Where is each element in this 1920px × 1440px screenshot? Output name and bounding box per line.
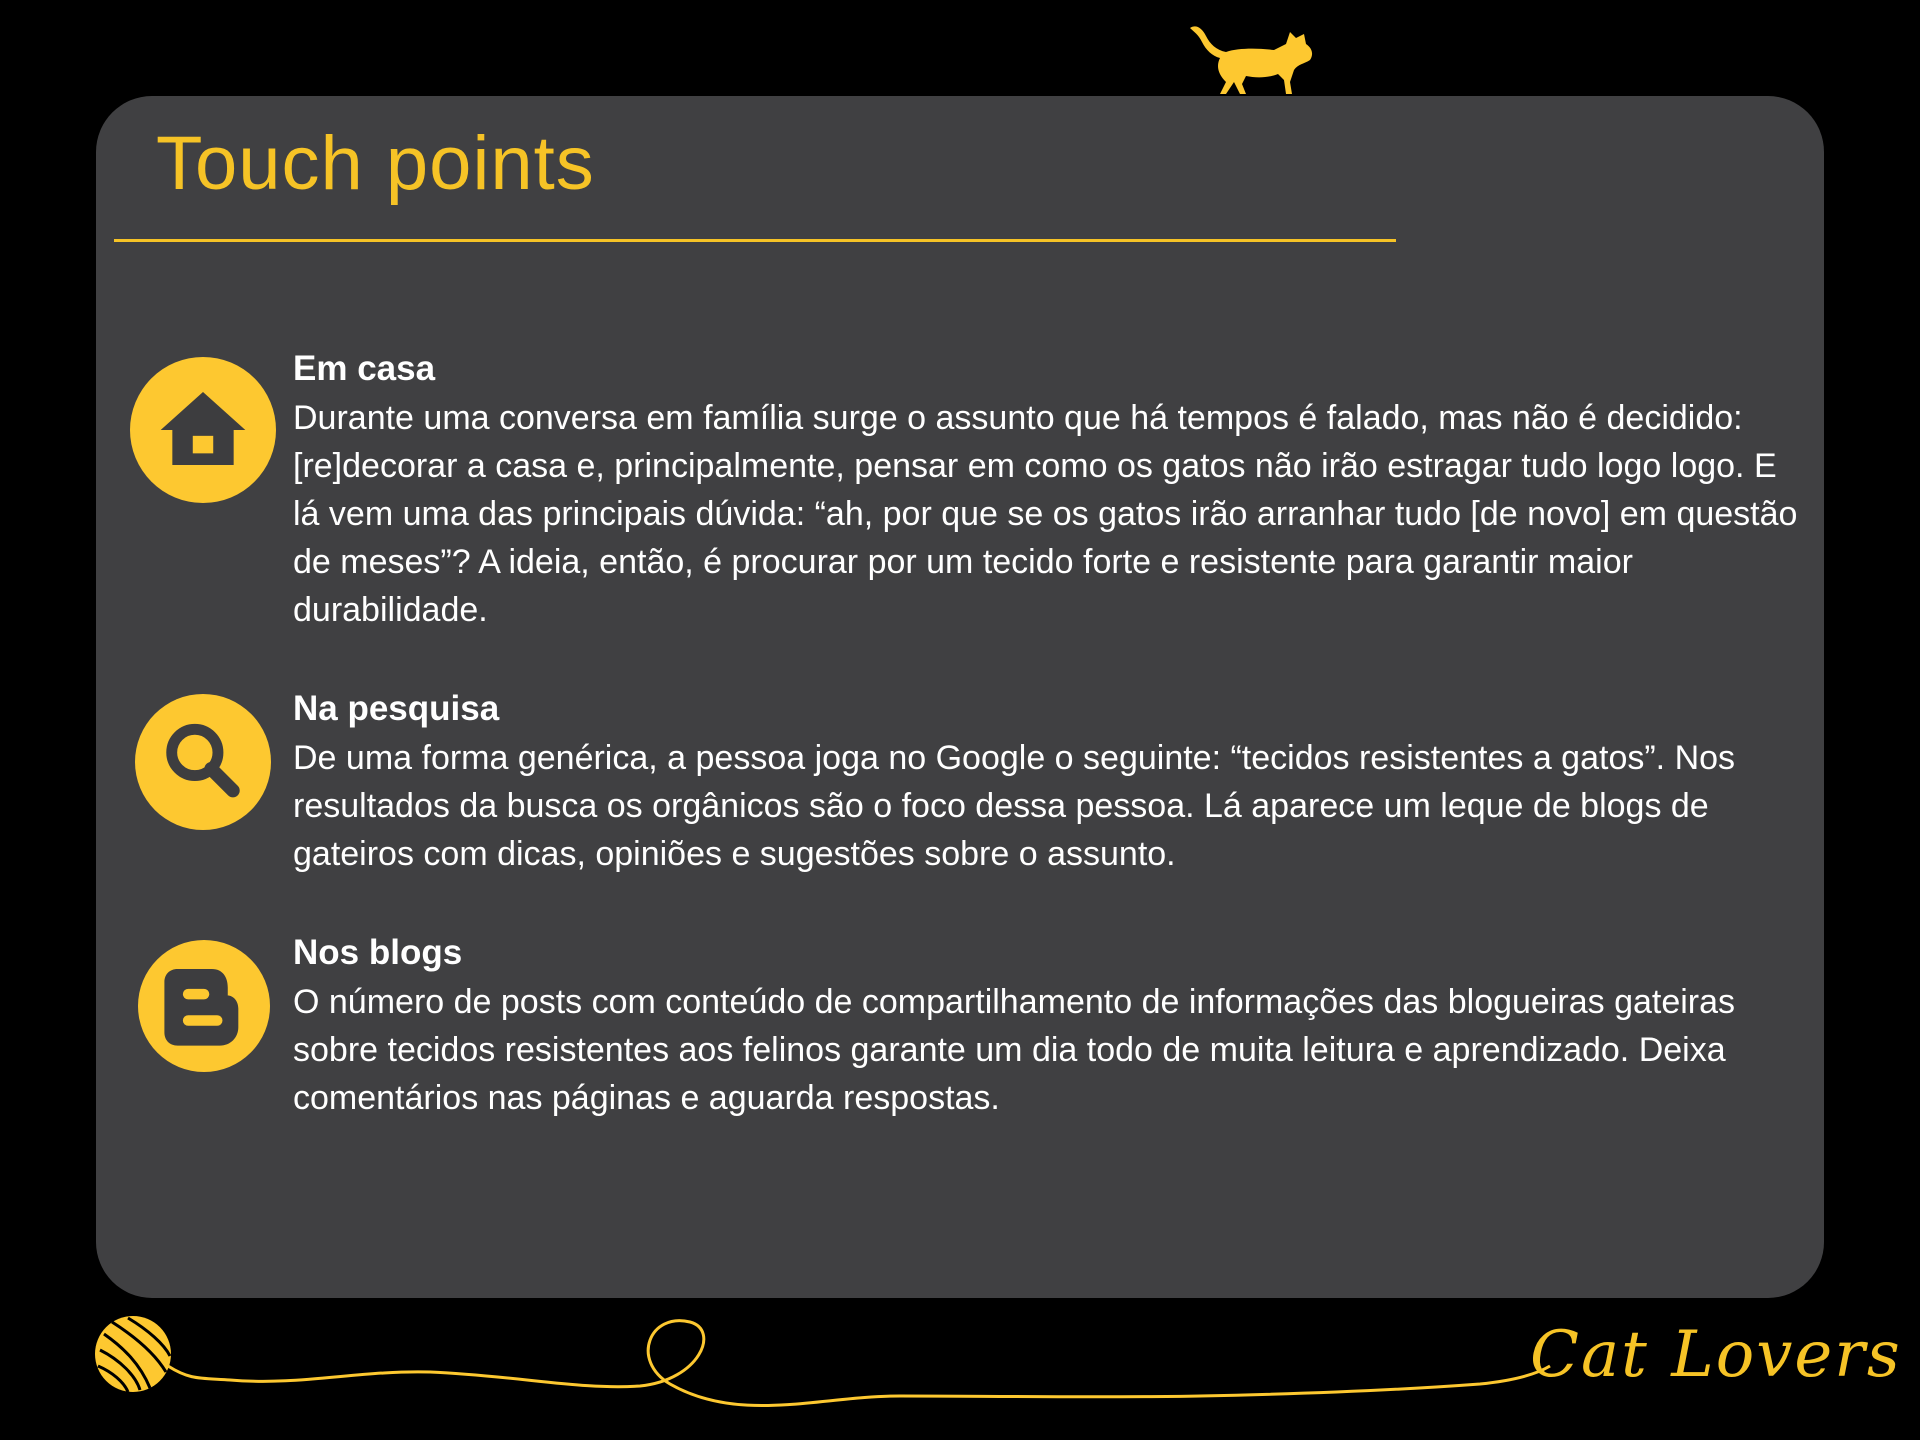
house-icon xyxy=(130,357,276,503)
page-title: Touch points xyxy=(156,121,595,206)
item-heading: Em casa xyxy=(293,349,436,388)
item-nos-blogs xyxy=(293,928,1809,1122)
item-body: De uma forma genérica, a pessoa joga no Google o seguinte: “tecidos resistentes a gatos”. Nos resultados da busca os orgânicos são o foco dessa pessoa. Lá aparece um leque de blogs de gateiros com dicas, opiniões e sugestões sobre o assunto. xyxy=(293,739,1736,873)
cat-silhouette-icon xyxy=(1186,22,1326,96)
blogger-icon xyxy=(138,940,270,1072)
item-na-pesquisa xyxy=(293,684,1809,878)
item-body: Durante uma conversa em família surge o assunto que há tempos é falado, mas não é decidido: [re]decorar a casa e, principalmente, pensar em como os gatos não irão estragar tudo logo logo. E lá vem uma das principais dúvida: “ah, por que se os gatos irão arranhar tudo [de novo] em questão de meses”? A ideia, então, é procurar por um tecido forte e resistente para garantir maior durabilidade. xyxy=(293,399,1798,629)
title-divider xyxy=(114,239,1396,242)
item-body: O número de posts com conteúdo de compartilhamento de informações das blogueiras gateiras sobre tecidos resistentes aos felinos garante um dia todo de muita leitura e aprendizado. Deixa comentários nas páginas e aguarda respostas. xyxy=(293,983,1736,1117)
item-em-casa xyxy=(293,344,1809,634)
item-heading: Na pesquisa xyxy=(293,689,500,728)
item-heading: Nos blogs xyxy=(293,933,463,972)
yarn-ball-icon xyxy=(95,1316,171,1392)
search-icon xyxy=(135,694,271,830)
brand-logo: Cat Lovers xyxy=(1530,1318,1902,1392)
